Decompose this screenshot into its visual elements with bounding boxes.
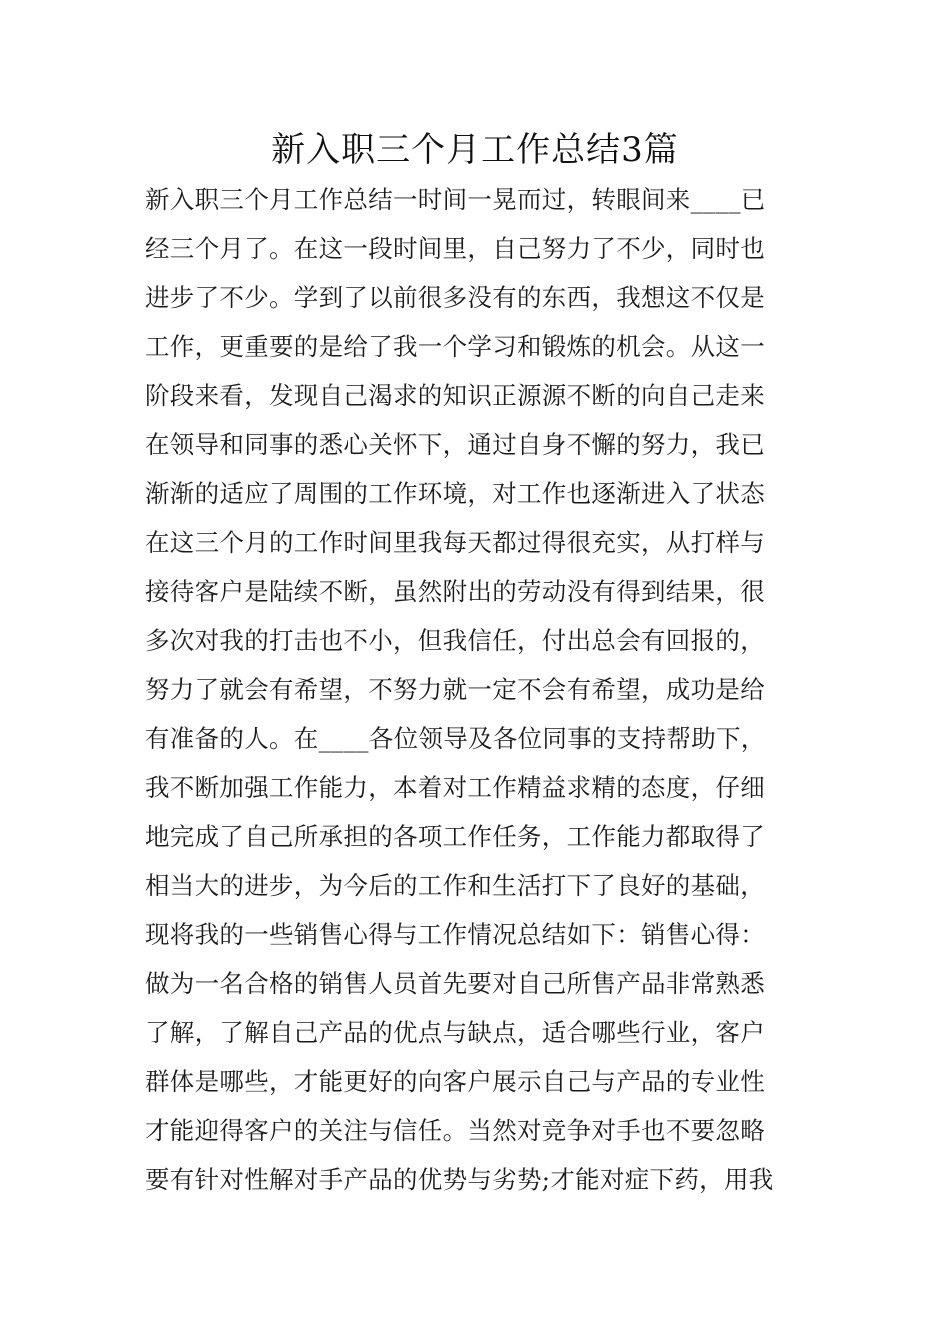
body-line: 了解，了解自己产品的优点与缺点，适合哪些行业，客户 (145, 1018, 765, 1047)
body-line: 工作，更重要的是给了我一个学习和锻炼的机会。从这一 (145, 332, 765, 361)
body-line: 现将我的一些销售心得与工作情况总结如下：销售心得： (145, 920, 765, 949)
body-line: 在这三个月的工作时间里我每天都过得很充实，从打样与 (145, 528, 765, 557)
body-line: 相当大的进步，为今后的工作和生活打下了良好的基础， (145, 871, 765, 900)
body-line: 渐渐的适应了周围的工作环境，对工作也逐渐进入了状态 (145, 479, 765, 508)
body-line: 进步了不少。学到了以前很多没有的东西，我想这不仅是 (145, 283, 765, 312)
body-line: 有准备的人。在____各位领导及各位同事的支持帮助下， (145, 724, 766, 753)
body-line: 接待客户是陆续不断，虽然附出的劳动没有得到结果，很 (145, 577, 765, 606)
body-line: 我不断加强工作能力，本着对工作精益求精的态度，仔细 (145, 773, 765, 802)
document-title: 新入职三个月工作总结3篇 (271, 130, 679, 170)
body-line: 多次对我的打击也不小，但我信任，付出总会有回报的， (145, 626, 765, 655)
body-line: 要有针对性解对手产品的优势与劣势;才能对症下药，用我 (145, 1165, 774, 1194)
body-line: 在领导和同事的悉心关怀下，通过自身不懈的努力，我已 (145, 430, 765, 459)
body-line: 阶段来看，发现自己渴求的知识正源源不断的向自己走来 (145, 381, 765, 410)
body-line: 群体是哪些，才能更好的向客户展示自己与产品的专业性 (145, 1067, 765, 1096)
body-line: 努力了就会有希望，不努力就一定不会有希望，成功是给 (145, 675, 765, 704)
body-line: 地完成了自己所承担的各项工作任务，工作能力都取得了 (145, 822, 765, 851)
body-line: 新入职三个月工作总结一时间一晃而过，转眼间来____已 (145, 185, 766, 214)
body-line: 才能迎得客户的关注与信任。当然对竞争对手也不要忽略 (145, 1116, 765, 1145)
body-line: 做为一名合格的销售人员首先要对自己所售产品非常熟悉 (145, 969, 765, 998)
document-body (145, 175, 815, 1204)
body-line: 经三个月了。在这一段时间里，自己努力了不少，同时也 (145, 234, 765, 263)
